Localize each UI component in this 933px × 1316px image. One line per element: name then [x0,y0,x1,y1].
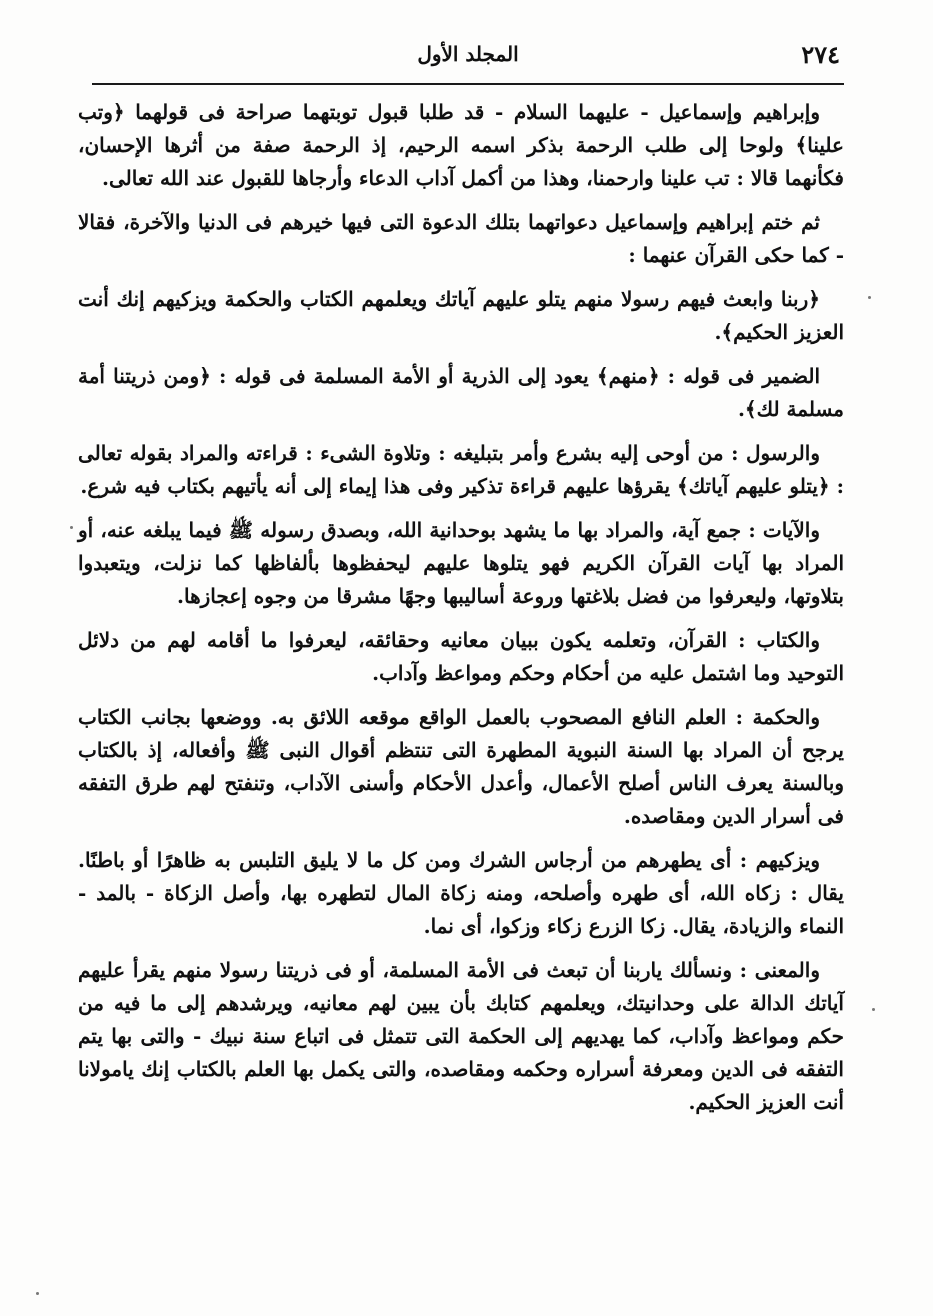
scan-speck [868,296,871,299]
paragraph-messenger: والرسول : من أوحى إليه بشرع وأمر بتبليغه : وتلاوة الشىء : قراءته والمراد بقوله تعالى : ﴿يتلو عليهم آياتك﴾ يقرؤها عليهم قراءة تذكير وفى هذا إيماء إلى أنه يأتيهم بكتاب فيه شرع. [78,441,844,498]
page-number: ٢٧٤ [801,40,840,69]
paragraph-verses: والآيات : جمع آية، والمراد بها ما يشهد بوحدانية الله، وبصدق رسوله ﷺ فيما يبلغه عنه، أو المراد بها آيات القرآن الكريم فهو يتلوها عليهم ليحفظوها بألفاظها كما نزلت، ويتعبدوا بتلاوتها، وليعرفوا من فضل بلاغتها وروعة أساليبها وجهًا مشرقا من وجوه إعجازها. [78,518,844,608]
quran-verse: ﴿ربنا وابعث فيهم رسولا منهم يتلو عليهم آياتك ويعلمهم الكتاب والحكمة ويزكيهم إنك أنت العزيز الحكيم﴾. [78,287,844,344]
scan-speck [872,1008,875,1011]
paragraph-book: والكتاب : القرآن، وتعلمه يكون ببيان معانيه وحقائقه، ليعرفوا ما أقامه لهم من دلائل التوحيد وما اشتمل عليه من أحكام وحكم ومواعظ وآداب. [78,628,844,685]
paragraph-repentance: وإبراهيم وإسماعيل - عليهما السلام - قد طلبا قبول توبتهما صراحة فى قولهما ﴿وتب علينا﴾ ولوحا إلى طلب الرحمة بذكر اسمه الرحيم، إذ الرحمة صفة من أثرها الإحسان، فكأنهما قالا : تب علينا وارحمنا، وهذا من أكمل آداب الدعاء وأرجاها للقبول عند الله تعالى. [78,100,844,190]
paragraph-meaning: والمعنى : ونسألك ياربنا أن تبعث فى الأمة المسلمة، أو فى ذريتنا رسولا منهم يقرأ عليهم آياتك الدالة على وحدانيتك، ويعلمهم كتابك بأن يبين لهم معانيه، ويرشدهم إلى ما فيه من حكم ومواعظ وآداب، كما يهديهم إلى الحكمة التى تتمثل فى اتباع سنة نبيك - والتى بها يتم التفقه فى الدين ومعرفة أسراره وحكمه ومقاصده، والتى يكمل بها العلم بالكتاب إنك يامولانا أنت العزيز الحكيم. [78,958,844,1114]
paragraph-pronoun: الضمير فى قوله : ﴿منهم﴾ يعود إلى الذرية أو الأمة المسلمة فى قوله : ﴿ومن ذريتنا أمة مسلمة لك﴾. [78,364,844,421]
volume-title: المجلد الأول [417,42,519,66]
paragraph-wisdom: والحكمة : العلم النافع المصحوب بالعمل الواقع موقعه اللائق به. ووضعها بجانب الكتاب يرجح أن المراد بها السنة النبوية المطهرة التى تنتظم أقوال النبى ﷺ وأفعاله، إذ بالكتاب وبالسنة يعرف الناس أصلح الأعمال، وأعدل الأحكام وأسنى الآداب، وتنفتح لهم طرق التفقه فى أسرار الدين ومقاصده. [78,705,844,828]
scan-speck [36,1292,39,1295]
paragraph-purification: ويزكيهم : أى يطهرهم من أرجاس الشرك ومن كل ما لا يليق التلبس به ظاهرًا أو باطنًا. يقال : زكاه الله، أى طهره وأصلحه، ومنه زكاة المال لتطهره بها، وأصل الزكاة - بالمد - النماء والزيادة، يقال. زكا الزرع زكاء وزكوا، أى نما. [78,848,844,938]
paragraph-final-supplication: ثم ختم إبراهيم وإسماعيل دعواتهما بتلك الدعوة التى فيها خيرهم فى الدنيا والآخرة، فقالا - كما حكى القرآن عنهما : [78,210,844,267]
header-rule [92,83,844,85]
page-header [92,40,844,82]
scan-speck [70,526,73,529]
body-text [78,96,844,1130]
